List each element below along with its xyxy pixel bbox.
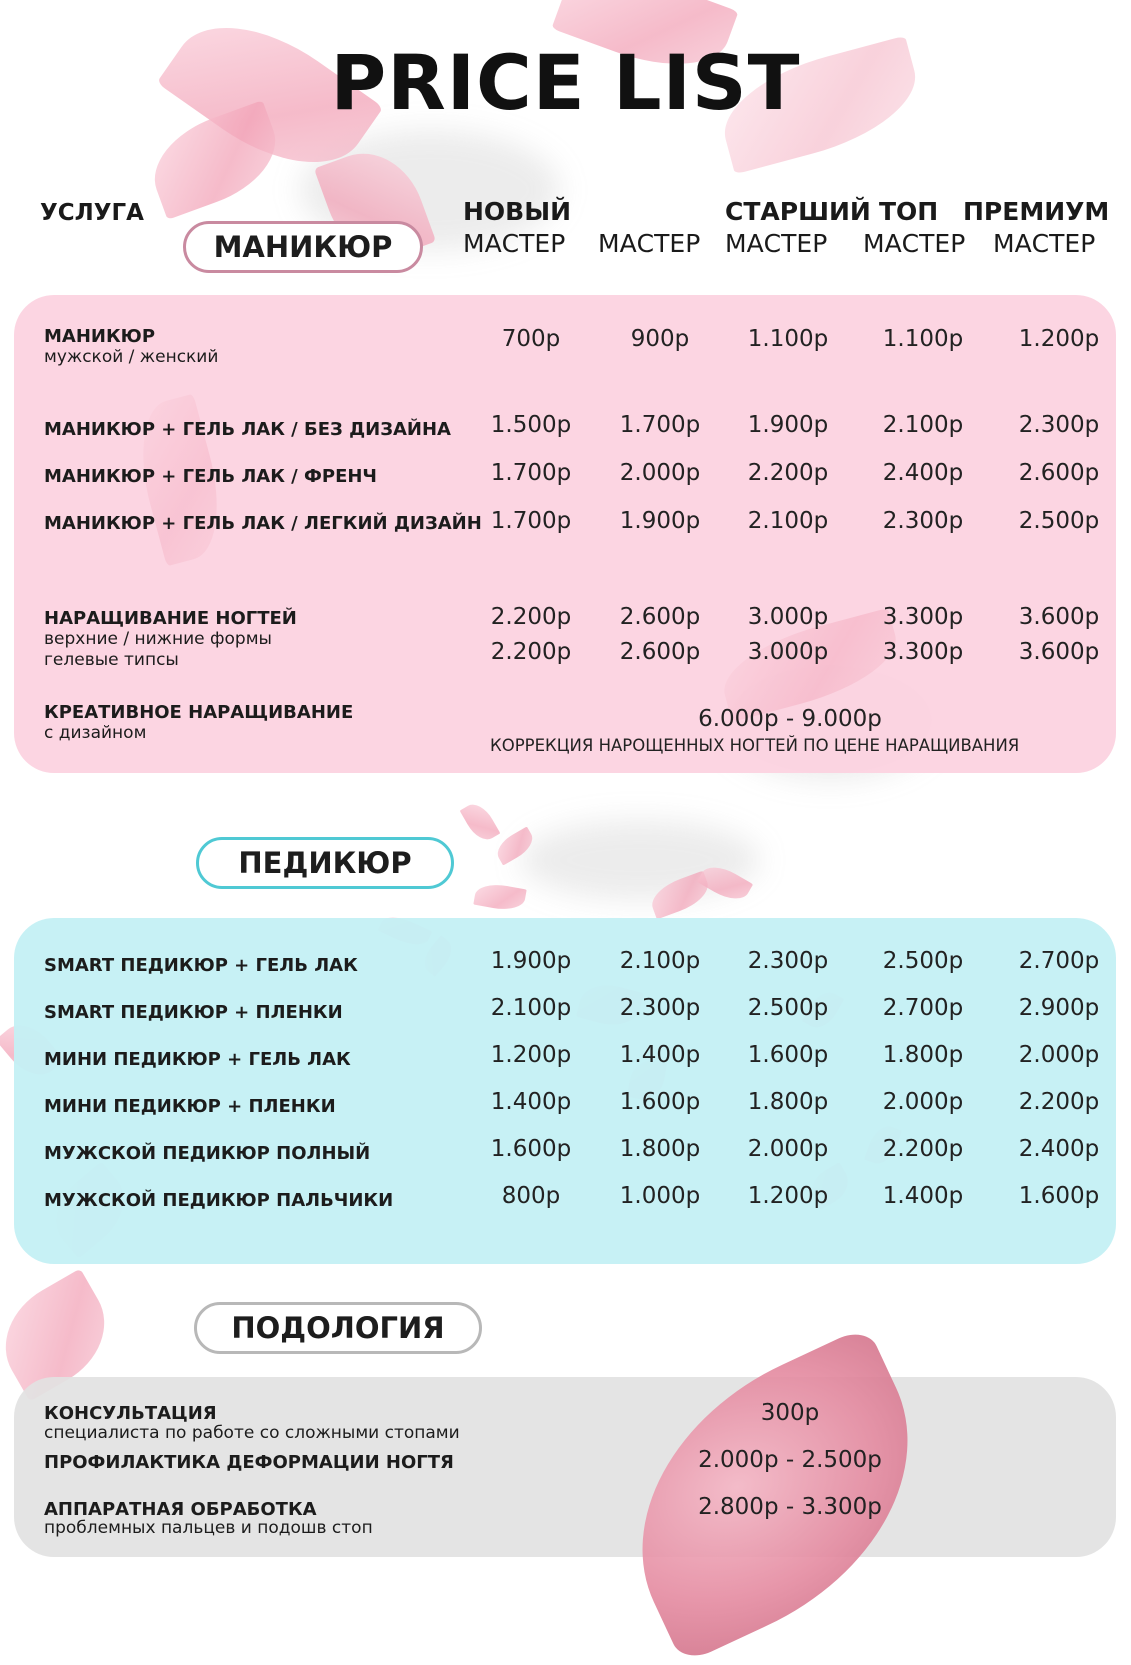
- deformation-prevention-price: 2.000р - 2.500р: [698, 1447, 882, 1473]
- price-cell: 1.400р: [619, 1042, 701, 1068]
- price-cell: 2.700р: [882, 995, 964, 1021]
- price-cell: 800р: [501, 1183, 561, 1209]
- price-cell: 3.000р: [747, 639, 829, 665]
- price-cell: 2.100р: [490, 995, 572, 1021]
- price-cell: 3.600р: [1018, 639, 1100, 665]
- price-cell: 3.000р: [747, 604, 829, 630]
- consultation-price: 300р: [760, 1400, 820, 1426]
- correction-note: КОРРЕКЦИЯ НАРОЩЕННЫХ НОГТЕЙ ПО ЦЕНЕ НАРАЩИВАНИЯ: [490, 736, 1020, 755]
- column-header-senior: СТАРШИЙ МАСТЕР: [725, 197, 871, 258]
- column-header-premium: ПРЕМИУМ МАСТЕР: [963, 197, 1110, 258]
- price-cell: 3.600р: [1018, 604, 1100, 630]
- column-header-master: МАСТЕР: [598, 229, 701, 258]
- pedicure-service-name: МИНИ ПЕДИКЮР + ПЛЕНКИ: [44, 1096, 336, 1117]
- price-cell: 1.100р: [882, 326, 964, 352]
- pedicure-service-name: МИНИ ПЕДИКЮР + ГЕЛЬ ЛАК: [44, 1049, 351, 1070]
- price-cell: 1.900р: [747, 412, 829, 438]
- section-label-podology: ПОДОЛОГИЯ: [194, 1302, 482, 1354]
- price-cell: 1.800р: [882, 1042, 964, 1068]
- price-cell: 1.500р: [490, 412, 572, 438]
- price-cell: 2.000р: [1018, 1042, 1100, 1068]
- price-cell: 2.300р: [1018, 412, 1100, 438]
- price-cell: 1.100р: [747, 326, 829, 352]
- price-cell: 1.600р: [747, 1042, 829, 1068]
- pedicure-service-name: МУЖСКОЙ ПЕДИКЮР ПАЛЬЧИКИ: [44, 1190, 394, 1211]
- price-cell: 2.200р: [1018, 1089, 1100, 1115]
- service-consultation: КОНСУЛЬТАЦИЯ специалиста по работе со сложными стопами: [44, 1403, 460, 1443]
- price-cell: 1.700р: [619, 412, 701, 438]
- price-cell: 1.200р: [1018, 326, 1100, 352]
- pedicure-service-name: SMART ПЕДИКЮР + ПЛЕНКИ: [44, 1002, 343, 1023]
- hardware-treatment-price: 2.800р - 3.300р: [698, 1494, 882, 1520]
- price-cell: 2.400р: [882, 460, 964, 486]
- petal-decoration: [460, 799, 501, 846]
- price-cell: 1.200р: [490, 1042, 572, 1068]
- price-cell: 1.200р: [747, 1183, 829, 1209]
- price-cell: 2.400р: [1018, 1136, 1100, 1162]
- price-cell: 2.300р: [747, 948, 829, 974]
- service-manicure: МАНИКЮР мужской / женский: [44, 326, 219, 367]
- price-cell: 2.100р: [747, 508, 829, 534]
- price-cell: 2.100р: [619, 948, 701, 974]
- service-column-header: УСЛУГА: [40, 200, 144, 226]
- price-cell: 2.100р: [882, 412, 964, 438]
- pedicure-service-name: SMART ПЕДИКЮР + ГЕЛЬ ЛАК: [44, 955, 358, 976]
- price-cell: 1.900р: [619, 508, 701, 534]
- service-hardware-treatment: АППАРАТНАЯ ОБРАБОТКА проблемных пальцев и подошв стоп: [44, 1499, 373, 1538]
- price-cell: 1.800р: [619, 1136, 701, 1162]
- service-manicure-gel-no-design: МАНИКЮР + ГЕЛЬ ЛАК / БЕЗ ДИЗАЙНА: [44, 419, 451, 440]
- price-cell: 2.200р: [747, 460, 829, 486]
- service-manicure-gel-light-design: МАНИКЮР + ГЕЛЬ ЛАК / ЛЕГКИЙ ДИЗАЙН: [44, 513, 482, 534]
- price-cell: 2.500р: [747, 995, 829, 1021]
- column-header-top: ТОП МАСТЕР: [863, 197, 966, 258]
- price-cell: 2.000р: [882, 1089, 964, 1115]
- price-cell: 2.000р: [747, 1136, 829, 1162]
- price-cell: 2.500р: [882, 948, 964, 974]
- price-cell: 700р: [501, 326, 561, 352]
- price-cell: 1.900р: [490, 948, 572, 974]
- price-cell: 2.900р: [1018, 995, 1100, 1021]
- price-cell: 1.600р: [619, 1089, 701, 1115]
- price-cell: 1.800р: [747, 1089, 829, 1115]
- price-cell: 3.300р: [882, 639, 964, 665]
- service-manicure-gel-french: МАНИКЮР + ГЕЛЬ ЛАК / ФРЕНЧ: [44, 466, 377, 487]
- section-label-manicure: МАНИКЮР: [183, 221, 423, 273]
- price-cell: 2.200р: [490, 639, 572, 665]
- pedicure-service-name: МУЖСКОЙ ПЕДИКЮР ПОЛНЫЙ: [44, 1143, 371, 1164]
- price-cell: 2.700р: [1018, 948, 1100, 974]
- creative-extension-price: 6.000р - 9.000р: [698, 706, 882, 732]
- price-cell: 1.600р: [1018, 1183, 1100, 1209]
- price-cell: 900р: [630, 326, 690, 352]
- price-cell: 2.300р: [619, 995, 701, 1021]
- price-cell: 1.000р: [619, 1183, 701, 1209]
- price-cell: 2.600р: [1018, 460, 1100, 486]
- price-cell: 1.400р: [490, 1089, 572, 1115]
- price-cell: 2.600р: [619, 604, 701, 630]
- price-cell: 2.500р: [1018, 508, 1100, 534]
- price-cell: 2.000р: [619, 460, 701, 486]
- price-cell: 2.300р: [882, 508, 964, 534]
- price-cell: 1.700р: [490, 460, 572, 486]
- column-header-new: НОВЫЙ МАСТЕР: [463, 197, 572, 258]
- price-cell: 2.600р: [619, 639, 701, 665]
- price-cell: 1.600р: [490, 1136, 572, 1162]
- service-creative-extension: КРЕАТИВНОЕ НАРАЩИВАНИЕ с дизайном: [44, 702, 354, 743]
- section-label-pedicure: ПЕДИКЮР: [196, 837, 454, 889]
- petal-decoration: [473, 881, 526, 913]
- price-cell: 3.300р: [882, 604, 964, 630]
- price-cell: 1.700р: [490, 508, 572, 534]
- price-cell: 1.400р: [882, 1183, 964, 1209]
- price-cell: 2.200р: [882, 1136, 964, 1162]
- service-nail-extension: НАРАЩИВАНИЕ НОГТЕЙ верхние / нижние формы гелевые типсы: [44, 608, 297, 670]
- page-title: PRICE LIST: [330, 38, 801, 127]
- service-nail-deformation-prevention: ПРОФИЛАКТИКА ДЕФОРМАЦИИ НОГТЯ: [44, 1452, 454, 1473]
- price-cell: 2.200р: [490, 604, 572, 630]
